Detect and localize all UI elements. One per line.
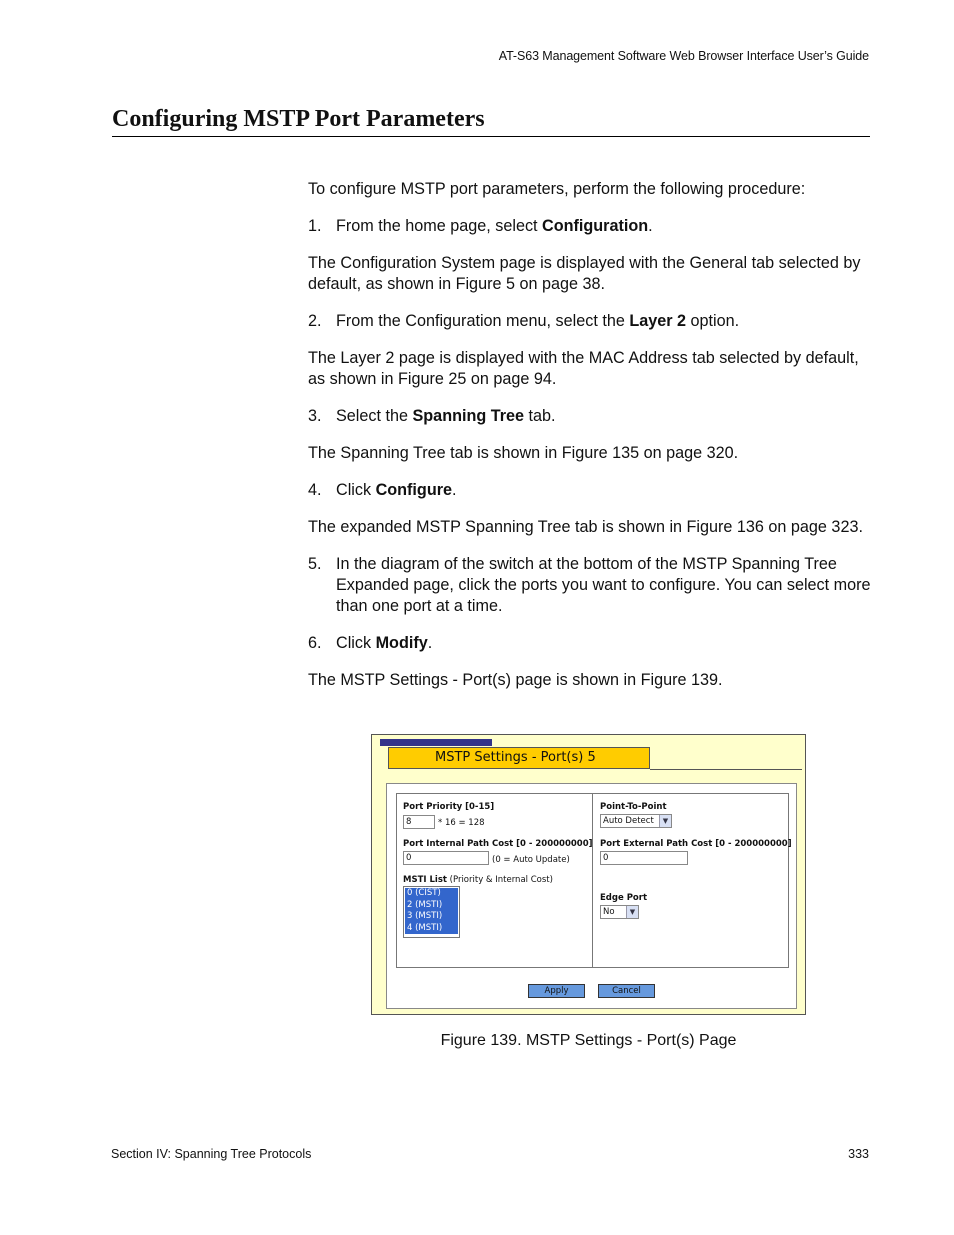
tab-underline	[650, 769, 802, 770]
step-text: Click	[336, 481, 376, 499]
step-text-end: tab.	[524, 407, 556, 425]
apply-button[interactable]: Apply	[528, 984, 585, 998]
internal-cost-label: Port Internal Path Cost [0 - 200000000]	[403, 839, 593, 849]
external-cost-input[interactable]: 0	[600, 851, 688, 865]
port-priority-label: Port Priority [0-15]	[403, 802, 495, 812]
step-text-end: option.	[686, 312, 740, 330]
edge-port-label: Edge Port	[600, 893, 648, 903]
section-title: Configuring MSTP Port Parameters	[112, 106, 870, 137]
step-bold: Spanning Tree	[412, 407, 525, 425]
figure-caption: Figure 139. MSTP Settings - Port(s) Page	[440, 1032, 737, 1049]
step-1-result: The Configuration System page is displayed with the General tab selected by default, as shown in Figure 5 on page 38.	[308, 254, 861, 293]
figure-mstp-settings	[371, 734, 806, 1015]
settings-form	[396, 793, 792, 968]
msti-option[interactable]: 2 (MSTI)	[405, 900, 458, 912]
step-bold: Configure	[375, 481, 453, 499]
step-text-end: .	[648, 217, 653, 235]
running-header: AT-S63 Management Software Web Browser Interface User’s Guide	[498, 49, 869, 63]
port-priority-hint: * 16 = 128	[438, 818, 485, 828]
step-1	[308, 216, 873, 237]
page-number: 333	[848, 1147, 869, 1161]
internal-cost-input[interactable]: 0	[403, 851, 489, 865]
p2p-selected-value: Auto Detect	[603, 816, 654, 826]
tab-strip	[380, 739, 492, 746]
step-number: 3.	[308, 407, 322, 425]
body-column	[308, 179, 873, 707]
step-3	[308, 406, 873, 427]
step-2-result: The Layer 2 page is displayed with the MAC Address tab selected by default, as shown in Figure 25 on page 94.	[308, 349, 859, 388]
column-divider	[592, 794, 593, 968]
step-4	[308, 480, 873, 501]
chevron-down-icon[interactable]: ▼	[659, 815, 671, 827]
step-5	[308, 554, 873, 617]
external-cost-label: Port External Path Cost [0 - 200000000]	[600, 839, 792, 849]
msti-listbox[interactable]	[403, 886, 460, 938]
cancel-button[interactable]: Cancel	[598, 984, 655, 998]
tab-mstp-settings-port[interactable]: MSTP Settings - Port(s) 5	[388, 747, 650, 769]
step-text-end: .	[452, 481, 457, 499]
step-bold: Modify	[375, 634, 428, 652]
step-6-result: The MSTP Settings - Port(s) page is shown in Figure 139.	[308, 671, 723, 689]
step-text: In the diagram of the switch at the bottom of the MSTP Spanning Tree Expanded page, click the ports you want to configure. You can select more than one port at a time.	[336, 555, 871, 615]
edge-port-select[interactable]	[600, 905, 639, 919]
msti-option[interactable]: 4 (MSTI)	[405, 923, 458, 935]
p2p-label: Point-To-Point	[600, 802, 667, 812]
step-text: From the Configuration menu, select the	[336, 312, 630, 330]
step-text: From the home page, select	[336, 217, 543, 235]
step-number: 2.	[308, 312, 322, 330]
edge-port-selected-value: No	[603, 907, 615, 917]
step-number: 6.	[308, 634, 322, 652]
internal-cost-hint: (0 = Auto Update)	[492, 855, 570, 865]
intro-paragraph: To configure MSTP port parameters, perform the following procedure:	[308, 180, 806, 198]
step-text-end: .	[427, 634, 433, 652]
p2p-select[interactable]	[600, 814, 672, 828]
step-number: 4.	[308, 481, 322, 499]
chevron-down-icon[interactable]: ▼	[626, 906, 638, 918]
msti-option[interactable]: 0 (CIST)	[405, 888, 458, 900]
step-4-result: The expanded MSTP Spanning Tree tab is shown in Figure 136 on page 323.	[308, 518, 863, 536]
msti-list-label: MSTI List (Priority & Internal Cost)	[403, 875, 553, 885]
step-text: Click	[336, 634, 376, 652]
step-bold: Layer 2	[629, 312, 687, 330]
step-text: Select the	[336, 407, 413, 425]
step-3-result: The Spanning Tree tab is shown in Figure 135 on page 320.	[308, 444, 739, 462]
footer-section: Section IV: Spanning Tree Protocols	[111, 1147, 312, 1161]
step-2	[308, 311, 873, 332]
port-priority-input[interactable]: 8	[403, 815, 435, 829]
step-number: 1.	[308, 217, 322, 235]
step-bold: Configuration	[542, 217, 649, 235]
msti-option[interactable]: 3 (MSTI)	[405, 911, 458, 923]
step-6	[308, 633, 873, 654]
settings-panel	[386, 783, 797, 1009]
step-number: 5.	[308, 555, 322, 573]
